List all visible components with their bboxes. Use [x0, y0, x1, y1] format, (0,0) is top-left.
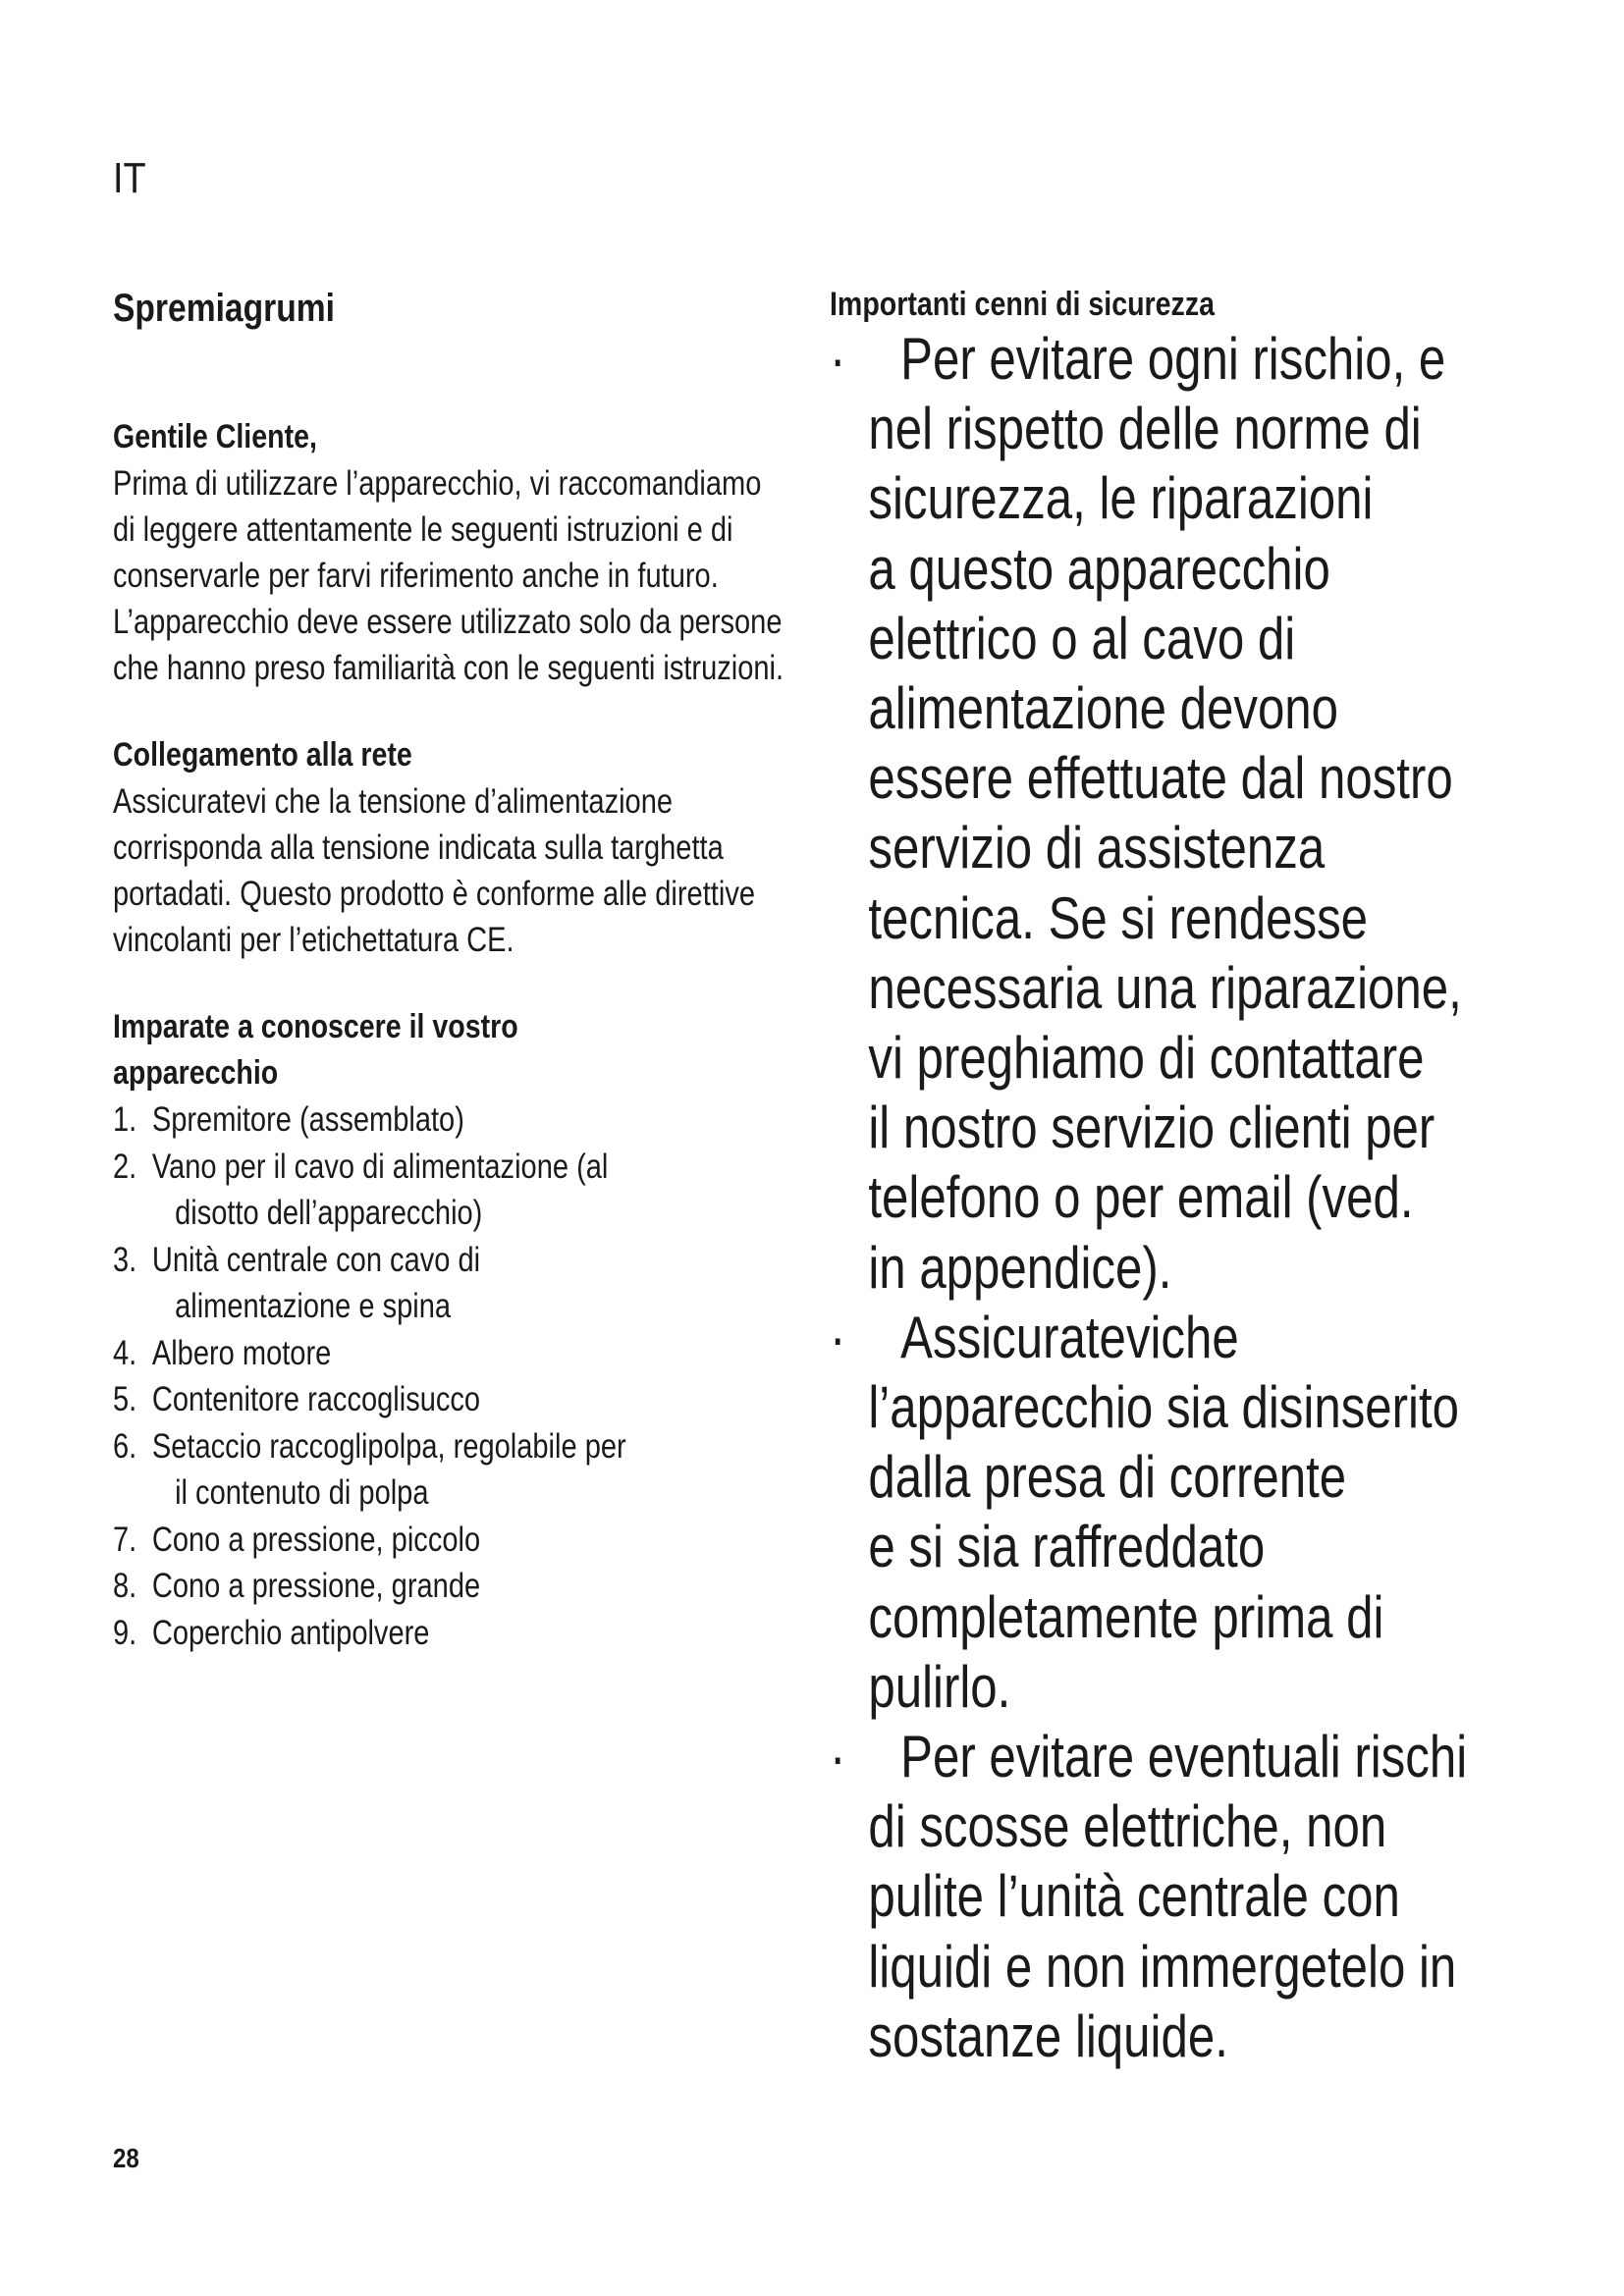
parts-item-number: 7. — [113, 1520, 137, 1559]
page-title: Spremiagrumi — [113, 287, 335, 330]
parts-section — [113, 1004, 820, 1656]
safety-bullet-line: dalla presa di corrente — [868, 1444, 1347, 1511]
left-column — [113, 285, 820, 1656]
parts-item-label: Unità centrale con cavo di — [151, 1240, 481, 1279]
safety-heading: Importanti cenni di sicurezza — [830, 286, 1215, 323]
greeting-text: Prima di utilizzare l’apparecchio, vi raccomandiamo di leggere attentamente le seguenti istruzioni e di conservarle per farvi riferimento anche in futuro. L’apparecchio deve essere utilizzato solo da persone che hanno preso familiarità con le seguenti istruzioni. — [113, 464, 785, 687]
safety-bullet — [830, 324, 1561, 1303]
safety-bullet-line: di scosse elettriche, non — [868, 1793, 1387, 1860]
safety-bullet-line: pulirlo. — [868, 1653, 1011, 1720]
parts-list-item — [113, 1517, 806, 1564]
safety-bullet — [830, 1303, 1561, 1722]
parts-item-number: 3. — [113, 1240, 137, 1279]
safety-bullet-line: e si sia raffreddato — [868, 1514, 1266, 1580]
right-column — [830, 285, 1576, 2071]
safety-bullet-line: completamente prima di — [868, 1583, 1384, 1650]
bullet-dot-icon: · — [830, 1304, 846, 1370]
parts-item-label: Setaccio raccoglipolpa, regolabile per — [151, 1426, 626, 1466]
safety-bullet-line: il nostro servizio clienti per — [868, 1095, 1435, 1161]
language-tag: IT — [113, 154, 146, 202]
safety-bullet-line: essere effettuate dal nostro — [868, 745, 1453, 812]
parts-item-number: 9. — [113, 1613, 137, 1652]
parts-list-item — [113, 1563, 806, 1610]
connection-text: Assicuratevi che la tensione d’alimentazione corrisponda alla tensione indicata sulla targhetta portadati. Questo prodotto è conforme alle direttive vincolanti per l’etichettatura CE. — [113, 782, 756, 959]
parts-item-number: 5. — [113, 1380, 137, 1418]
safety-bullet-line: in appendice). — [868, 1234, 1172, 1301]
safety-bullets — [830, 324, 1576, 2071]
parts-heading: Imparate a conoscere il vostro apparecchio — [113, 1008, 518, 1092]
safety-bullet-line: nel rispetto delle norme di — [868, 396, 1422, 462]
parts-item-label-continued: disotto dell’apparecchio) — [175, 1194, 483, 1232]
greeting-section — [113, 414, 820, 691]
parts-item-label-continued: alimentazione e spina — [175, 1287, 452, 1325]
parts-item-label-continued: il contenuto di polpa — [175, 1473, 429, 1512]
safety-bullet-line: tecnica. Se si rendesse — [868, 884, 1369, 951]
parts-item-label: Vano per il cavo di alimentazione (al — [151, 1147, 609, 1186]
parts-item-label: Albero motore — [151, 1333, 332, 1372]
parts-item-label: Spremitore (assemblato) — [151, 1100, 464, 1139]
safety-bullet-line: telefono o per email (ved. — [868, 1164, 1414, 1231]
parts-item-number: 6. — [113, 1426, 137, 1466]
safety-bullet-line: Per evitare eventuali rischi — [900, 1724, 1468, 1790]
bullet-dot-icon: · — [830, 326, 846, 392]
parts-list-item — [113, 1144, 806, 1237]
parts-item-number: 2. — [113, 1147, 137, 1186]
parts-list-item — [113, 1237, 806, 1330]
safety-bullet-line: l’apparecchio sia disinserito — [868, 1374, 1460, 1441]
safety-bullet-line: Assicurateviche — [900, 1304, 1239, 1370]
connection-heading: Collegamento alla rete — [113, 736, 412, 774]
safety-bullet-line: servizio di assistenza — [868, 815, 1326, 881]
bullet-dot-icon: · — [830, 1724, 846, 1790]
parts-item-label: Contenitore raccoglisucco — [151, 1380, 481, 1418]
parts-item-number: 4. — [113, 1333, 137, 1372]
parts-item-number: 8. — [113, 1567, 137, 1605]
parts-item-label: Coperchio antipolvere — [151, 1613, 430, 1652]
parts-item-number: 1. — [113, 1100, 137, 1139]
parts-list-item — [113, 1610, 806, 1657]
safety-bullet-line: necessaria una riparazione, — [868, 954, 1462, 1021]
safety-bullet-line: elettrico o al cavo di — [868, 605, 1296, 671]
parts-item-label: Cono a pressione, piccolo — [151, 1520, 481, 1559]
safety-bullet-line: alimentazione devono — [868, 675, 1339, 742]
parts-list — [113, 1096, 806, 1656]
parts-list-item — [113, 1376, 806, 1423]
connection-section — [113, 732, 820, 963]
parts-item-label: Cono a pressione, grande — [151, 1567, 481, 1605]
safety-bullet-line: a questo apparecchio — [868, 535, 1330, 602]
parts-list-item — [113, 1096, 806, 1144]
safety-bullet-line: pulite l’unità centrale con — [868, 1863, 1400, 1930]
parts-list-item — [113, 1423, 806, 1517]
safety-bullet — [830, 1722, 1561, 2071]
safety-bullet-line: Per evitare ogni rischio, e — [900, 326, 1446, 392]
page-number: 28 — [113, 2143, 139, 2173]
safety-bullet-line: sostanze liquide. — [868, 2002, 1228, 2069]
safety-bullet-line: liquidi e non immergetelo in — [868, 1933, 1457, 2000]
safety-bullet-line: sicurezza, le riparazioni — [868, 465, 1374, 532]
safety-bullet-line: vi preghiamo di contattare — [868, 1025, 1425, 1092]
parts-list-item — [113, 1330, 806, 1377]
greeting-heading: Gentile Cliente, — [113, 418, 317, 455]
